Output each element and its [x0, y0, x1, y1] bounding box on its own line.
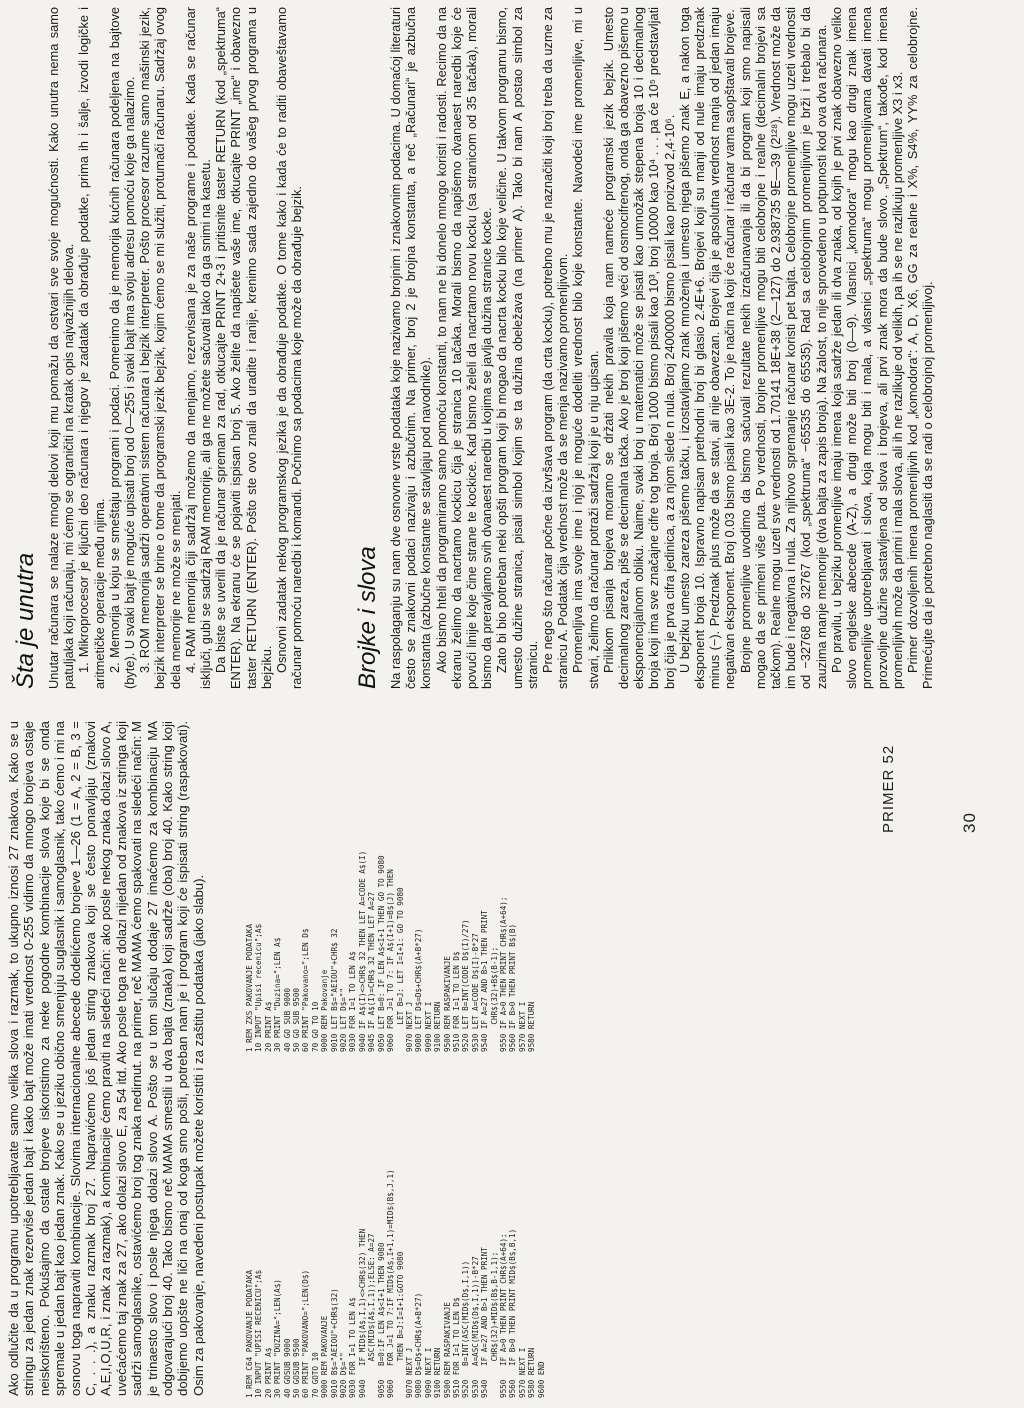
code-line: 9540 IF A=27 AND B>1 THEN PRINT: [480, 910, 490, 1052]
code-line: 20 PRINT A$: [263, 1001, 273, 1052]
code-line: 9010 LET B$="AEIOU"+CHR$ 32: [329, 928, 339, 1052]
code-line: 9020 LET D$="": [339, 987, 349, 1052]
paragraph: Unutar računara se nalaze mnogi delovi koji mu pomažu da ostvari sve svoje mogućnosti. Kako unutra nema samo patuljaka koji računaju, mi ćemo se ograničiti na kratak opis najvažnijih delova.: [46, 7, 77, 689]
code-line: 9060 FOR J=1 TO 7:IF MID$(A$,I+1,1)=MID$(B$,J,1): [386, 1169, 396, 1398]
paragraph: Promenljiva ima svoje ime i njoj je moguće dodeliti vrednost bilo koje konstante. Navodeći ime promenljive, mi u stvari, želimo da računar potraži sadržaj koji je u nju upisan.: [570, 7, 601, 689]
code-line: 9530 A=ASC(MID$(D$,I,1))-B*27: [470, 1256, 480, 1398]
code-line: 9030 FOR I=1 TO LEN A$: [348, 1297, 358, 1398]
left-column: [0, 708, 1024, 1408]
section-heading: Šta je unutra: [12, 552, 39, 689]
code-line: 9050 B=0:IF LEN A$<I+1 THEN 9080: [376, 1242, 386, 1398]
code-line: 50 GOSUB 9500: [292, 1338, 302, 1398]
paragraph: Ako bismo hteli da programiramo samo pomoću konstanti, to nam ne bi donelo mnogo koristi i radosti. Recimo da na ekranu želimo da nacrtamo kockicu čija je stranica 10 tačaka. Morali bismo da napišemo dvanaest naredbi koje će povući linije koje čine strane te kockice. Kad bismo želeli da nacrtamo novu kocku (sa stranicom od 35 tačaka), morali bismo da preravljamo svih dvanaest naredbi u kojima se javlja dužina stranice kocke.: [433, 7, 495, 689]
code-line: 9550 IF A>0 THEN PRINT CHR$(A+64);: [498, 896, 508, 1052]
code-line: 30 PRINT "DUZINA=";LEN(A$): [273, 1279, 283, 1398]
paragraph: Da biste se uverili da je računar spreman za rad, otkucajte PRINT 2+3 i pritisnite taster RETURN (kod „spektruma“ ENTER). Na ekranu će se pojaviti ispisan broj 5. Ako želite da napišete vaše ime, otkucajte PRINT „ime“ i obavezno taster RETURN (ENTER). Pošto ste ovo znali da uradite i ranije, krenimo sada zajedno do vašeg prvog programa u bejziku.: [213, 7, 274, 689]
code-line: 9040 IF MID$(A$,I,1)<>CHR$(32) THEN: [357, 1228, 367, 1398]
code-line: 60 PRINT "Pakovano=";LEN D$: [301, 928, 311, 1052]
code-line: 9600 END: [536, 1361, 546, 1398]
c64-listing: [245, 1068, 546, 1398]
paragraph: Po pravilu, u bejziku promenljive imaju imena koja sadrže jedan ili dva znaka, od kojih je prvi znak obavezno veliko slovo engleske abecede (A-Z), a drugi može biti broj (0—9). Vlasnici „komodora“ mogu kao drugi znak imena promenljive upotrebljavati i slova, koja mogu biti i mala, a vlasnici „spektruma“ mogu promenljivama davati imena prozvoljne dužine sastavljena od slova i brojeva, ali prvi znak mora da bude slovo. „Spektrum“, takođe, kod imena promenljivih može da primi i mala slova, ali ih ne razlikuje od velikih, pa ih se ne razlikuju promenljive X3 i x3.: [828, 7, 905, 689]
code-line: 9580 RETURN: [527, 1001, 537, 1052]
code-line: 9560 IF B>0 THEN PRINT MID$(B$,B,1): [508, 1228, 518, 1398]
code-line: 9570 NEXT I: [517, 1001, 527, 1052]
code-line: 30 PRINT "Duzina=";LEN A$: [273, 937, 283, 1052]
code-line: 9090 NEXT I: [423, 1347, 433, 1398]
code-line: 9500 REM RASPAKIVANJE: [442, 955, 452, 1052]
section-heading: Brojke i slova: [354, 546, 381, 689]
paragraph: 3. ROM memorija sadrži operativni sistem računara i bejzik interpreter. Pošto procesor razume samo mašinski jezik, bejzik interpreter se brine o tome da programski jezik bejzik, kojim ćemo se mi služiti, protumači računaru. Sadržaj ovog dela memorije ne može se menjati.: [137, 7, 183, 689]
section-sta-je-unutra: [8, 7, 304, 689]
code-line: THEN B=J:I=I+1:GOTO 9080: [395, 1251, 405, 1398]
intro-text: [6, 721, 206, 1396]
code-line: 9050 LET B=0: IF LEN A$<I+1 THEN GO TO 9080: [376, 855, 386, 1052]
right-column: [0, 0, 1024, 693]
code-line: 10 INPUT "UPISI RECENICU";A$: [254, 1269, 264, 1398]
code-line: 10 INPUT "Upisi recenicu";A$: [254, 923, 264, 1052]
code-line: 9500 REM RASPAKIVANJE: [442, 1301, 452, 1398]
paragraph: Pre nego što računar počne da izvršava program (da crta kocku), potrebno mu je naznačiti koji broj treba da uzme za stranicu A. Podatak čija vrednost može da se menja nazivamo promenljivom.: [540, 7, 571, 689]
code-line: 9520 B=INT(ASC(MID$(D$,I,1)): [461, 1260, 471, 1398]
code-line: 9040 IF A$(I)<>CHR$ 32 THEN LET A=CODE A$(I): [357, 850, 367, 1052]
paragraph: Zato bi bio potreban neki opšti program koji bi mogao da nacrta kocku bilo koje veličine. U takvom programu bismo, umesto dužine stranica, pisali simbol kojim se ta dužina obeležava (na primer A). Tako bi nam A postao simbol za stranicu.: [494, 7, 540, 689]
code-line: 9550 IF A>0 THEN PRINT CHR$(A+64);: [498, 1233, 508, 1398]
paragraph: Osnovni zadatak nekog programskog jezika je da obrađuje podatke. O tome kako i kada će to raditi obaveštavamo računar pomoću naredbi i komandi. Počnimo sa podacima koje može da obrađuje bejzik.: [274, 7, 305, 689]
section-body: [388, 7, 935, 689]
code-line: 9100 RETURN: [433, 1347, 443, 1398]
code-line: 9080 D$=D$+CHR$(A+B*27): [414, 1292, 424, 1398]
code-line: ASC(MID$(A$,I,1));ELSE: A=27: [367, 1233, 377, 1398]
code-line: LET B=J: LET I=I+1: GO TO 9080: [395, 887, 405, 1052]
code-line: 9060 FOR J=1 TO 7: IF A$(I+1)=B$(J) THEN: [386, 869, 396, 1052]
section-brojke-i-slova: [350, 7, 935, 689]
paragraph: 2. Memorija u koju se smeštaju programi i podaci. Pomenimo da je memorija kućnih računara podeljena na bajtove (byte). U svaki bajt je moguće upisati broj od 0—255 i svaki bajt ima svoju adresu pomoću koje ga nalazimo.: [106, 7, 138, 689]
paragraph: 4. RAM memorija čiji sadržaj možemo da menjamo, rezervisana je za naše programe i podatke. Kada se računar isključi, gubi se sadržaj RAM memorije, ali ga ne možete sačuvati tako da ga snimi na kasetu.: [182, 7, 214, 689]
code-line: 9070 NEXT J: [404, 1347, 414, 1398]
paragraph: 1. Mikroprocesor je ključni deo računara i njegov je zadatak da obrađuje podatke, prima ih i šalje, izvodi logičke i aritmetičke operacije među njima.: [76, 7, 107, 689]
code-line: 9570 NEXT I: [517, 1347, 527, 1398]
paragraph: Prilikom pisanja brojeva moramo se držati nekih pravila koja nam nameće programski jezik bejzik. Umesto decimalnog zareza, piše se decimalna tačka. Ako je broj koji pišemo veći od osmocifrenog, onda ga obavezno pišemo u eksponencijalnom obliku. Naime, svaki broj u matematici može se pisati kao umnožak stepena broja 10 i decimalnog broja koji ima sve značajne cifre tog broja. Broj 1000 bismo pisali kao 10³, broj 10000 kao 10⁴ . . . pa će 10⁵ predstavljati broj čija je prva cifra jedinica, a za njom slede n nula. Broj 2400000 bismo pisali kao proizvod 2,4·10⁶.: [600, 7, 677, 689]
code-line: 9000 REM PAKOVANJE: [320, 1315, 330, 1398]
section-body: [46, 7, 304, 689]
code-line: 9510 FOR I=1 TO LEN D$: [451, 1297, 461, 1398]
code-line: 9070 NEXT J: [404, 1001, 414, 1052]
code-line: 9580 RETURN: [527, 1347, 537, 1398]
code-line: 9520 LET B=INT(CODE D$(I)/27): [461, 919, 471, 1052]
code-line: 9510 FOR I=1 TO LEN D$: [451, 951, 461, 1052]
code-line: 9020 D$="": [339, 1352, 349, 1398]
code-line: 9100 RETURN: [433, 1001, 443, 1052]
code-line: 20 PRINT A$: [263, 1347, 273, 1398]
code-line: 1 REM C64 PAKOVANJE PODATAKA: [245, 1269, 254, 1398]
code-line: 9090 NEXT I: [423, 1001, 433, 1052]
paragraph: Primer dozvoljenih imena promenljivih kod „komodora“: A, D, X6, GG za realne i X%, S4%, YY% za celobrojne. Primećujte da je potrebno naglasiti da se radi o celobrojnoj promenljivoj.: [904, 7, 936, 689]
code-line: 60 PRINT "PAKOVANO=";LEN(D$): [301, 1269, 311, 1398]
paragraph: U bejziku umesto zareza pišemo tačku, i izostavljamo znak množenja i umesto njega pišemo znak E, a nakon toga eksponent broja 10. Ispravno napisan prethodni broj bi glasio 2.4E+6. Brojevi koji su manji od nule imaju predznak minus (−). Predznak plus može da se stavi, ali nije obavezan. Brojevi čija je apsolutna vrednost manja od jedan imaju negativan eksponent. Broj 0.03 bismo pisali kao 3E-2. To je način na koji će računar i računar vama saopštavati brojeve.: [676, 7, 738, 689]
code-line: 40 GOSUB 9000: [282, 1338, 292, 1398]
code-line: 9530 LET A=CODE D$(I)-B*27: [470, 933, 480, 1052]
code-line: 9560 IF B>0 THEN PRINT B$(B): [508, 923, 518, 1052]
page-number: 30: [960, 812, 979, 833]
paragraph: Brojne promenljive uvodimo da bismo sačuvali rezultate nekih izračunavanja ili da bi program koji smo napisali mogao da se primeni više puta. Po vrednosti, brojne promenljive mogu biti celobrojne i realne (decimalni brojevi sa tačkom). Realne mogu uzeti sve vrednosti od 1.70141 18E+38 (2—127) do 2.938735 9E—39 (2¹²⁸). Vrednost može da im bude i negativna i nula. Za njihovo spremanje računar koristi pet bajta. Celobrojne promenljive mogu uzeti vrednosti od −32768 do 32767 (kod „spektruma“ −65535 do 65535). Rad sa celobrojnim promenljivim je brži i trebalo bi da zauzima manje memorije (dva bajta za zapis broja). Na žalost, to nije sprovedeno u potpunosti kod ova dva računara.: [737, 7, 829, 689]
paragraph: Na raspolaganju su nam dve osnovne vrste podataka koje nazivamo brojnim i znakovnim podacima. U domaćoj literaturi često se znakovni podaci nazivaju i azbučnim. Na primer, broj 2 je brojna konstanta, a reč „Računari“ je azbučna konstanta (azbučne konstante se stavljaju pod navodnike).: [388, 7, 434, 689]
code-line: 9000 REM Pakovanje: [320, 969, 330, 1052]
code-line: 50 GO SUB 9500: [292, 987, 302, 1052]
code-listings: [245, 718, 845, 1398]
code-line: 9030 FOR I=1 TO LEN A$: [348, 951, 358, 1052]
code-line: 1 REM ZXS PAKOVANJE PODATAKA: [245, 923, 254, 1052]
code-line: 40 GO SUB 9000: [282, 987, 292, 1052]
code-line: 70 GO TO 10: [310, 1001, 320, 1052]
code-line: 9010 B$="AEIOU"+CHR$(32): [329, 1288, 339, 1398]
code-line: 70 GOTO 10: [310, 1352, 320, 1398]
code-line: CHR$(32)+MID$(B$,B-1,1);: [489, 1251, 499, 1398]
code-line: CHR$(32)+B$(B-1);: [489, 946, 499, 1052]
example-label: PRIMER 52: [880, 744, 897, 833]
code-line: 9045 IF A$(I)=CHR$ 32 THEN LET A=27: [367, 891, 377, 1052]
intro-paragraph: Ako odlučite da u programu upotrebljavate samo velika slova i razmak, to ukupno iznosi 27 znakova. Kako se u stringu za jedan znak rezerviše jedan bajt i kako bajt može imati vrednost 0-255 vidimo da mnogo brojeva ostaje neiskorišteno. Pokušajmo da ostale brojeve iskoristimo za neke pogodne kombinacije slova koje bi se onda spremale u jedan bajt kao jedan znak. Kako se u jeziku obično smenjuju suglasnik i samoglasnik, tako ćemo i mi na osnovu toga napraviti kombinacije. Slovima internacionalne abecede dodelićemo brojeve 1—26 (1 = A, 2 = B, 3 = C, . . .), a znaku razmak broj 27. Napravićemo još jedan string znakova koji se često ponavljaju (znakovi A,E,I,O,U,R, i znak za razmak), a kombinacije ćemo praviti na sledeći način: ako posle nekog znaka dolazi slovo A, uvećaćemo taj znak za 27, ako dolazi slovo E, za 54 itd. Ako posle toga ne dolazi nijedan od znakova iz stringa koji sadrži samoglasnike, ostavićemo broj tog znaka nedirnut. na primer, reč MAMA ćemo spakovati na sledeći način: M je trinaesto slovo i posle njega dolazi slovo A. Pošto se u tom slučaju dodaje 27 imaćemo za kombinaciju MA odgovarajući broj 40. Tako bismo reč MAMA smestili u dva bajta (znaka) koji sadrže (oba) broj 40. Kako string koji dobijemo uopšte ne liči na onaj od koga smo pošli, potreban nam je i program koji će ispisati string (raspakovati). Osim za pakovanje, navedeni postupak možete koristiti i za zaštitu podataka (jako slabu).: [6, 721, 206, 1396]
code-line: 9540 IF A=27 AND B>1 THEN PRINT: [480, 1247, 490, 1398]
code-line: 9080 LET D$=D$+CHR$(A+B*27): [414, 928, 424, 1052]
zx-spectrum-listing: [245, 722, 537, 1052]
